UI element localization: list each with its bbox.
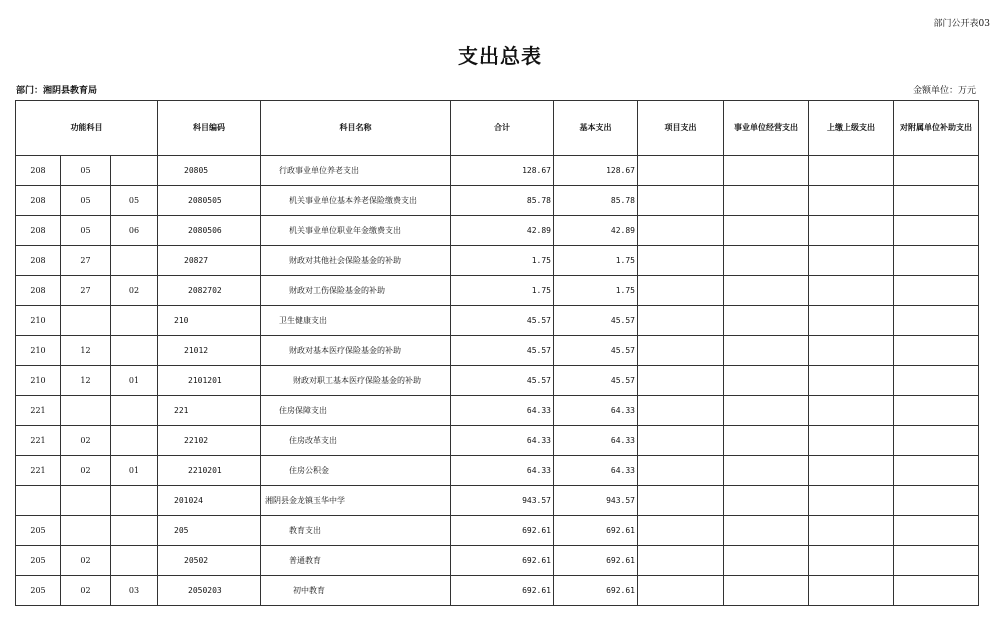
function-section-cell: 02: [61, 456, 111, 486]
basic-expense-cell: 128.67: [554, 156, 638, 186]
basic-expense-cell: 64.33: [554, 456, 638, 486]
project-expense-cell: [638, 246, 724, 276]
project-expense-cell: [638, 306, 724, 336]
subject-name-cell: 住房保障支出: [261, 396, 451, 426]
table-row: [16, 216, 979, 246]
subsidy-expense-cell: [894, 456, 979, 486]
subsidy-expense-cell: [894, 576, 979, 606]
function-section-cell: 27: [61, 276, 111, 306]
subsidy-expense-cell: [894, 336, 979, 366]
basic-expense-cell: 1.75: [554, 246, 638, 276]
function-section-cell: 12: [61, 336, 111, 366]
function-class-cell: 208: [16, 246, 61, 276]
function-item-cell: 05: [111, 186, 158, 216]
project-expense-cell: [638, 216, 724, 246]
col-header-code: 科目编码: [158, 101, 261, 156]
remit-expense-cell: [809, 516, 894, 546]
function-section-cell: 05: [61, 186, 111, 216]
function-item-cell: [111, 396, 158, 426]
project-expense-cell: [638, 486, 724, 516]
function-item-cell: [111, 546, 158, 576]
remit-expense-cell: [809, 486, 894, 516]
total-cell: 64.33: [451, 426, 554, 456]
remit-expense-cell: [809, 546, 894, 576]
basic-expense-cell: 45.57: [554, 366, 638, 396]
subject-name-cell: 财政对工伤保险基金的补助: [261, 276, 451, 306]
subject-code-cell: 2210201: [158, 456, 261, 486]
subsidy-expense-cell: [894, 216, 979, 246]
function-item-cell: [111, 426, 158, 456]
business-expense-cell: [724, 216, 809, 246]
business-expense-cell: [724, 156, 809, 186]
total-cell: 45.57: [451, 366, 554, 396]
table-row: [16, 576, 979, 606]
function-section-cell: [61, 396, 111, 426]
subject-code-cell: 21012: [158, 336, 261, 366]
subject-code-cell: 20827: [158, 246, 261, 276]
function-item-cell: 06: [111, 216, 158, 246]
total-cell: 692.61: [451, 576, 554, 606]
basic-expense-cell: 85.78: [554, 186, 638, 216]
function-section-cell: 02: [61, 576, 111, 606]
business-expense-cell: [724, 336, 809, 366]
function-class-cell: 208: [16, 156, 61, 186]
remit-expense-cell: [809, 246, 894, 276]
basic-expense-cell: 1.75: [554, 276, 638, 306]
department-label: 部门：湘阴县教育局: [16, 86, 98, 96]
subject-name-cell: 机关事业单位职业年金缴费支出: [261, 216, 451, 246]
function-item-cell: 01: [111, 366, 158, 396]
subsidy-expense-cell: [894, 516, 979, 546]
function-section-cell: 27: [61, 246, 111, 276]
basic-expense-cell: 692.61: [554, 516, 638, 546]
remit-expense-cell: [809, 276, 894, 306]
subject-name-cell: 普通教育: [261, 546, 451, 576]
function-item-cell: 03: [111, 576, 158, 606]
col-header-basic: 基本支出: [554, 101, 638, 156]
col-header-subsidy: 对附属单位补助支出: [894, 101, 979, 156]
business-expense-cell: [724, 276, 809, 306]
subsidy-expense-cell: [894, 396, 979, 426]
subject-name-cell: 住房改革支出: [261, 426, 451, 456]
function-section-cell: 02: [61, 546, 111, 576]
business-expense-cell: [724, 426, 809, 456]
subject-code-cell: 2101201: [158, 366, 261, 396]
function-item-cell: [111, 306, 158, 336]
remit-expense-cell: [809, 456, 894, 486]
remit-expense-cell: [809, 336, 894, 366]
function-class-cell: 205: [16, 546, 61, 576]
total-cell: 128.67: [451, 156, 554, 186]
table-row: [16, 276, 979, 306]
subsidy-expense-cell: [894, 156, 979, 186]
function-item-cell: 02: [111, 276, 158, 306]
table-header-row: [16, 101, 979, 156]
table-row: [16, 426, 979, 456]
project-expense-cell: [638, 456, 724, 486]
project-expense-cell: [638, 516, 724, 546]
business-expense-cell: [724, 486, 809, 516]
function-section-cell: 05: [61, 216, 111, 246]
total-cell: 45.57: [451, 306, 554, 336]
project-expense-cell: [638, 576, 724, 606]
basic-expense-cell: 42.89: [554, 216, 638, 246]
form-number: 部门公开表03: [933, 19, 990, 29]
business-expense-cell: [724, 576, 809, 606]
project-expense-cell: [638, 396, 724, 426]
expenditure-table: [15, 100, 979, 606]
function-section-cell: 05: [61, 156, 111, 186]
subject-code-cell: 2050203: [158, 576, 261, 606]
col-header-remit: 上缴上级支出: [809, 101, 894, 156]
table-row: [16, 306, 979, 336]
table-row: [16, 516, 979, 546]
project-expense-cell: [638, 366, 724, 396]
remit-expense-cell: [809, 576, 894, 606]
basic-expense-cell: 64.33: [554, 396, 638, 426]
col-header-total: 合计: [451, 101, 554, 156]
subsidy-expense-cell: [894, 486, 979, 516]
basic-expense-cell: 45.57: [554, 306, 638, 336]
subject-code-cell: 22102: [158, 426, 261, 456]
subject-name-cell: 湘阴县金龙镇玉华中学: [261, 486, 451, 516]
table-row: [16, 336, 979, 366]
subject-code-cell: 201024: [158, 486, 261, 516]
total-cell: 1.75: [451, 246, 554, 276]
subject-code-cell: 20502: [158, 546, 261, 576]
business-expense-cell: [724, 246, 809, 276]
business-expense-cell: [724, 456, 809, 486]
total-cell: 45.57: [451, 336, 554, 366]
col-header-project: 项目支出: [638, 101, 724, 156]
project-expense-cell: [638, 156, 724, 186]
col-header-business: 事业单位经营支出: [724, 101, 809, 156]
business-expense-cell: [724, 306, 809, 336]
function-class-cell: 210: [16, 306, 61, 336]
basic-expense-cell: 64.33: [554, 426, 638, 456]
table-row: [16, 396, 979, 426]
business-expense-cell: [724, 516, 809, 546]
subsidy-expense-cell: [894, 426, 979, 456]
business-expense-cell: [724, 366, 809, 396]
subject-code-cell: 210: [158, 306, 261, 336]
function-class-cell: 205: [16, 576, 61, 606]
subject-code-cell: 205: [158, 516, 261, 546]
business-expense-cell: [724, 396, 809, 426]
remit-expense-cell: [809, 396, 894, 426]
project-expense-cell: [638, 186, 724, 216]
function-item-cell: [111, 336, 158, 366]
table-row: [16, 486, 979, 516]
subject-name-cell: 机关事业单位基本养老保险缴费支出: [261, 186, 451, 216]
remit-expense-cell: [809, 186, 894, 216]
total-cell: 42.89: [451, 216, 554, 246]
total-cell: 943.57: [451, 486, 554, 516]
subject-code-cell: 221: [158, 396, 261, 426]
subject-name-cell: 财政对职工基本医疗保险基金的补助: [261, 366, 451, 396]
col-header-function: 功能科目: [16, 101, 158, 156]
total-cell: 64.33: [451, 396, 554, 426]
remit-expense-cell: [809, 366, 894, 396]
subsidy-expense-cell: [894, 546, 979, 576]
subject-code-cell: 2080505: [158, 186, 261, 216]
function-class-cell: 210: [16, 366, 61, 396]
subject-name-cell: 财政对其他社会保险基金的补助: [261, 246, 451, 276]
total-cell: 64.33: [451, 456, 554, 486]
function-section-cell: [61, 516, 111, 546]
function-class-cell: 208: [16, 216, 61, 246]
page-title: 支出总表: [458, 44, 542, 68]
subject-code-cell: 20805: [158, 156, 261, 186]
function-section-cell: 02: [61, 426, 111, 456]
subsidy-expense-cell: [894, 366, 979, 396]
remit-expense-cell: [809, 306, 894, 336]
subject-name-cell: 初中教育: [261, 576, 451, 606]
total-cell: 1.75: [451, 276, 554, 306]
business-expense-cell: [724, 186, 809, 216]
table-row: [16, 366, 979, 396]
subsidy-expense-cell: [894, 246, 979, 276]
function-class-cell: 221: [16, 426, 61, 456]
function-item-cell: [111, 486, 158, 516]
function-class-cell: 208: [16, 186, 61, 216]
subject-name-cell: 住房公积金: [261, 456, 451, 486]
total-cell: 692.61: [451, 546, 554, 576]
remit-expense-cell: [809, 216, 894, 246]
subsidy-expense-cell: [894, 306, 979, 336]
remit-expense-cell: [809, 156, 894, 186]
subject-name-cell: 教育支出: [261, 516, 451, 546]
total-cell: 692.61: [451, 516, 554, 546]
function-class-cell: 221: [16, 456, 61, 486]
project-expense-cell: [638, 546, 724, 576]
function-section-cell: [61, 306, 111, 336]
remit-expense-cell: [809, 426, 894, 456]
function-class-cell: 210: [16, 336, 61, 366]
table-row: [16, 546, 979, 576]
project-expense-cell: [638, 276, 724, 306]
function-item-cell: 01: [111, 456, 158, 486]
function-item-cell: [111, 516, 158, 546]
table-row: [16, 456, 979, 486]
basic-expense-cell: 692.61: [554, 576, 638, 606]
total-cell: 85.78: [451, 186, 554, 216]
subject-code-cell: 2082702: [158, 276, 261, 306]
function-class-cell: [16, 486, 61, 516]
table-row: [16, 156, 979, 186]
function-class-cell: 221: [16, 396, 61, 426]
subject-name-cell: 行政事业单位养老支出: [261, 156, 451, 186]
function-section-cell: 12: [61, 366, 111, 396]
function-class-cell: 208: [16, 276, 61, 306]
project-expense-cell: [638, 426, 724, 456]
subject-name-cell: 财政对基本医疗保险基金的补助: [261, 336, 451, 366]
table-row: [16, 186, 979, 216]
unit-label: 金额单位：万元: [912, 86, 976, 96]
project-expense-cell: [638, 336, 724, 366]
subject-code-cell: 2080506: [158, 216, 261, 246]
table-row: [16, 246, 979, 276]
business-expense-cell: [724, 546, 809, 576]
function-item-cell: [111, 156, 158, 186]
basic-expense-cell: 943.57: [554, 486, 638, 516]
function-class-cell: 205: [16, 516, 61, 546]
subsidy-expense-cell: [894, 276, 979, 306]
basic-expense-cell: 692.61: [554, 546, 638, 576]
basic-expense-cell: 45.57: [554, 336, 638, 366]
subject-name-cell: 卫生健康支出: [261, 306, 451, 336]
function-item-cell: [111, 246, 158, 276]
subsidy-expense-cell: [894, 186, 979, 216]
col-header-name: 科目名称: [261, 101, 451, 156]
function-section-cell: [61, 486, 111, 516]
